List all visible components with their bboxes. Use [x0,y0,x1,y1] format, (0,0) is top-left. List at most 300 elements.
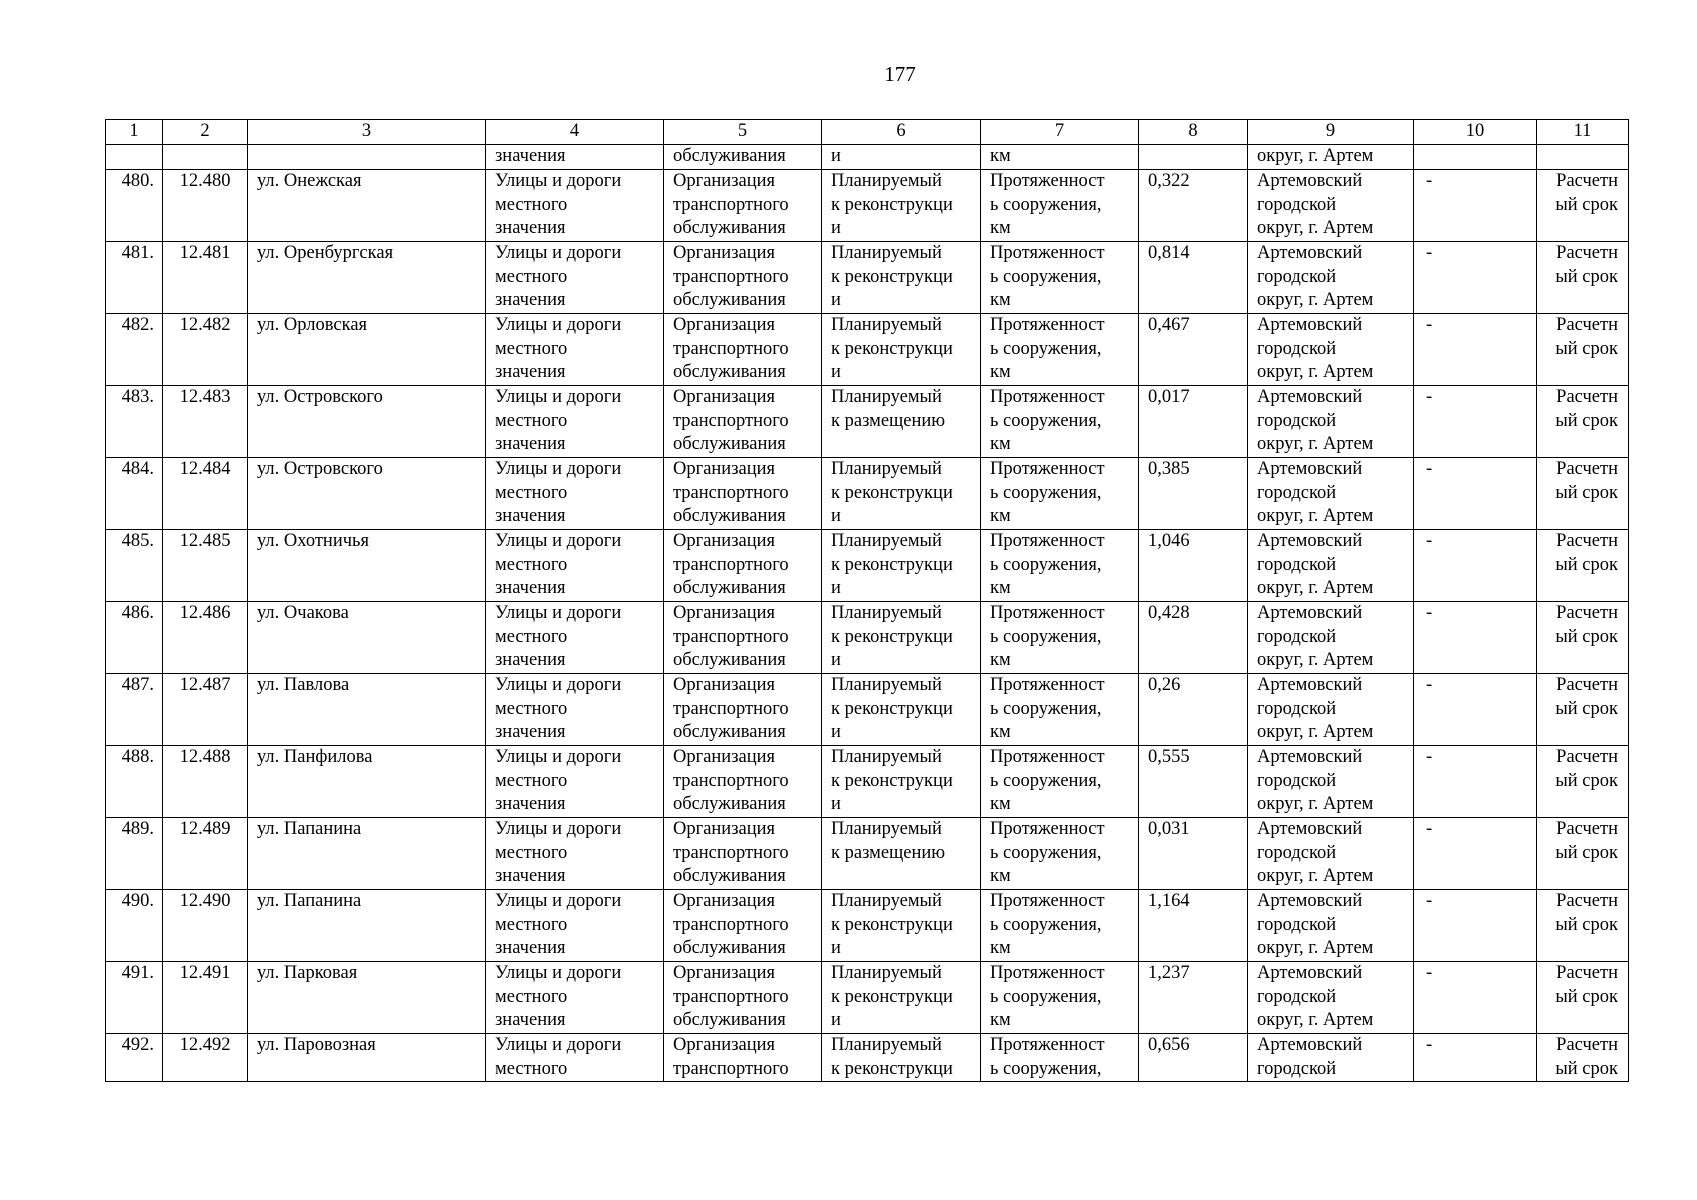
cell-line: Протяженност [990,819,1105,839]
cell-empty [163,145,248,170]
cell-extra: - [1414,458,1537,530]
cell-line: Улицы и дороги [495,819,622,839]
cell-line: местного [495,266,568,287]
cell-line: км [990,866,1011,886]
cell-type [486,962,664,1034]
cell-line: Артемовский [1257,963,1363,983]
continuation-row [106,145,1629,170]
cell-line: ь сооружения, [990,1058,1102,1079]
cell-line: Протяженност [990,1035,1105,1055]
cell-line: Организация [673,531,776,551]
cell-line: обслуживания [673,1010,786,1030]
cell-line: Протяженност [990,963,1105,983]
cell-line: Улицы и дороги [495,459,622,479]
cell-line: Организация [673,963,776,983]
cell-line: округ, г. Артем [1257,362,1374,382]
cell-location [1248,242,1414,314]
cell-line: транспортного [673,770,789,791]
cell-location [1248,386,1414,458]
cell-empty [1414,145,1537,170]
cell-line: обслуживания [673,434,786,454]
column-number: 5 [664,120,822,145]
cell-name: ул. Оренбургская [248,242,486,314]
cell-extra: - [1414,890,1537,962]
cell-code: 12.492 [163,1034,248,1082]
cell-value: 0,385 [1139,458,1248,530]
cell-type [486,602,664,674]
cell-line: ый срок [1555,914,1618,935]
cell-name: ул. Павлова [248,674,486,746]
cell-line: и [831,218,841,238]
cell-line: Протяженност [990,387,1105,407]
cell-line: значения [495,722,566,742]
table-row [106,458,1629,530]
cell-line: к реконструкци [831,698,953,719]
cell-status [822,818,981,890]
cell-line: обслуживания [673,362,786,382]
cell-term [1537,818,1629,890]
cell-value: 0,26 [1139,674,1248,746]
cell-line: обслуживания [673,722,786,742]
cell-line: Расчетн [1556,315,1618,335]
cell-purpose [664,602,822,674]
cell-line: Протяженност [990,171,1105,191]
cell-status [822,242,981,314]
cell-line: городской [1257,698,1337,719]
cell-parameter [981,458,1139,530]
cell-line: ый срок [1555,266,1618,287]
cell-line: Расчетн [1556,819,1618,839]
cell-name: ул. Очакова [248,602,486,674]
cell-line: км [990,506,1011,526]
cell-type [486,170,664,242]
cell-line: к реконструкци [831,338,953,359]
cell-line: Артемовский [1257,171,1363,191]
column-number: 9 [1248,120,1414,145]
cell-line: Организация [673,1035,776,1055]
column-number: 3 [248,120,486,145]
cell-line: значения [495,794,566,814]
cell-line: к реконструкци [831,482,953,503]
cell-line: обслуживания [673,866,786,886]
cell-line: Протяженност [990,459,1105,479]
cell-term [1537,458,1629,530]
cell-line: км [990,578,1011,598]
cell-number: 487. [106,674,163,746]
cell-parameter [981,530,1139,602]
cell-line: ь сооружения, [990,338,1102,359]
cell-line: км [990,218,1011,238]
cell-line: Расчетн [1556,171,1618,191]
cell-purpose [664,818,822,890]
cell-term [1537,386,1629,458]
cell-status: и [822,145,981,170]
cell-value: 0,555 [1139,746,1248,818]
cell-term [1537,314,1629,386]
cell-line: местного [495,1058,568,1079]
cell-parameter [981,170,1139,242]
cell-line: Улицы и дороги [495,171,622,191]
cell-line: округ, г. Артем [1257,650,1374,670]
cell-line: Улицы и дороги [495,315,622,335]
cell-line: местного [495,698,568,719]
cell-parameter [981,314,1139,386]
cell-purpose [664,386,822,458]
cell-line: и [831,1010,841,1030]
cell-line: значения [495,506,566,526]
cell-parameter [981,746,1139,818]
cell-term [1537,170,1629,242]
cell-term [1537,1034,1629,1082]
cell-line: Расчетн [1556,1035,1618,1055]
cell-extra: - [1414,242,1537,314]
cell-empty [248,145,486,170]
cell-line: городской [1257,626,1337,647]
cell-location [1248,962,1414,1034]
table-row [106,818,1629,890]
cell-value: 0,428 [1139,602,1248,674]
cell-purpose [664,890,822,962]
cell-type [486,314,664,386]
cell-line: значения [495,362,566,382]
cell-line: ый срок [1555,482,1618,503]
cell-parameter [981,962,1139,1034]
cell-line: к размещению [831,410,946,431]
cell-term [1537,530,1629,602]
cell-line: Планируемый [831,315,942,335]
cell-line: Протяженност [990,315,1105,335]
cell-line: местного [495,626,568,647]
cell-line: Планируемый [831,531,942,551]
cell-line: городской [1257,554,1337,575]
cell-extra: - [1414,170,1537,242]
cell-line: значения [495,290,566,310]
column-number: 4 [486,120,664,145]
cell-line: Артемовский [1257,387,1363,407]
cell-type: значения [486,145,664,170]
cell-code: 12.490 [163,890,248,962]
cell-line: ь сооружения, [990,410,1102,431]
cell-status [822,890,981,962]
cell-line: Артемовский [1257,747,1363,767]
cell-parameter [981,818,1139,890]
cell-line: ь сооружения, [990,626,1102,647]
cell-line: и [831,362,841,382]
cell-line: транспортного [673,266,789,287]
cell-line: Улицы и дороги [495,243,622,263]
cell-line: Организация [673,819,776,839]
cell-line: к реконструкци [831,986,953,1007]
column-number: 1 [106,120,163,145]
cell-code: 12.488 [163,746,248,818]
cell-type [486,242,664,314]
objects-table [105,119,1629,1082]
cell-code: 12.489 [163,818,248,890]
cell-line: км [990,434,1011,454]
cell-type [486,674,664,746]
cell-line: транспортного [673,194,789,215]
cell-line: транспортного [673,842,789,863]
cell-number: 492. [106,1034,163,1082]
cell-purpose [664,1034,822,1082]
cell-line: Протяженност [990,675,1105,695]
cell-line: местного [495,914,568,935]
cell-line: к реконструкци [831,266,953,287]
cell-name: ул. Парковая [248,962,486,1034]
cell-term [1537,962,1629,1034]
cell-line: округ, г. Артем [1257,434,1374,454]
cell-line: ь сооружения, [990,986,1102,1007]
cell-line: Расчетн [1556,747,1618,767]
cell-empty [1537,145,1629,170]
cell-value: 0,814 [1139,242,1248,314]
cell-line: Организация [673,243,776,263]
cell-value: 1,046 [1139,530,1248,602]
cell-line: местного [495,194,568,215]
cell-line: значения [495,650,566,670]
cell-purpose [664,746,822,818]
cell-code: 12.485 [163,530,248,602]
table-row [106,386,1629,458]
cell-parameter [981,602,1139,674]
cell-line: ый срок [1555,194,1618,215]
cell-line: Улицы и дороги [495,387,622,407]
cell-line: транспортного [673,338,789,359]
cell-code: 12.483 [163,386,248,458]
cell-line: к реконструкци [831,554,953,575]
cell-code: 12.491 [163,962,248,1034]
cell-value: 0,467 [1139,314,1248,386]
cell-line: Улицы и дороги [495,891,622,911]
cell-line: Улицы и дороги [495,747,622,767]
cell-line: Улицы и дороги [495,531,622,551]
cell-line: округ, г. Артем [1257,290,1374,310]
cell-line: Планируемый [831,171,942,191]
cell-name: ул. Папанина [248,890,486,962]
cell-status [822,962,981,1034]
cell-line: Организация [673,603,776,623]
cell-location [1248,170,1414,242]
cell-line: и [831,938,841,958]
cell-line: Планируемый [831,603,942,623]
cell-line: местного [495,770,568,791]
column-number: 7 [981,120,1139,145]
cell-location [1248,674,1414,746]
cell-line: городской [1257,266,1337,287]
cell-line: значения [495,866,566,886]
cell-line: ый срок [1555,1058,1618,1079]
cell-value: 1,237 [1139,962,1248,1034]
cell-line: Артемовский [1257,891,1363,911]
cell-term [1537,890,1629,962]
cell-purpose [664,458,822,530]
cell-line: Планируемый [831,243,942,263]
cell-name: ул. Панфилова [248,746,486,818]
cell-code: 12.486 [163,602,248,674]
cell-line: ый срок [1555,842,1618,863]
cell-line: ый срок [1555,698,1618,719]
cell-line: ый срок [1555,338,1618,359]
cell-line: ый срок [1555,770,1618,791]
cell-line: транспортного [673,626,789,647]
cell-line: к реконструкци [831,1058,953,1079]
cell-line: ь сооружения, [990,842,1102,863]
cell-line: Расчетн [1556,603,1618,623]
cell-number: 491. [106,962,163,1034]
cell-number: 489. [106,818,163,890]
cell-code: 12.484 [163,458,248,530]
cell-purpose [664,962,822,1034]
column-number: 11 [1537,120,1629,145]
cell-line: Расчетн [1556,891,1618,911]
page-number: 177 [884,62,916,86]
cell-line: ый срок [1555,626,1618,647]
cell-line: округ, г. Артем [1257,506,1374,526]
cell-line: местного [495,338,568,359]
cell-line: Улицы и дороги [495,603,622,623]
cell-line: ь сооружения, [990,266,1102,287]
cell-code: 12.481 [163,242,248,314]
cell-value: 0,017 [1139,386,1248,458]
cell-term [1537,242,1629,314]
cell-line: ый срок [1555,986,1618,1007]
cell-line: и [831,722,841,742]
cell-line: ь сооружения, [990,914,1102,935]
cell-purpose [664,170,822,242]
table-row [106,602,1629,674]
cell-line: ь сооружения, [990,770,1102,791]
cell-name: ул. Папанина [248,818,486,890]
cell-line: Организация [673,387,776,407]
cell-line: округ, г. Артем [1257,578,1374,598]
cell-line: км [990,290,1011,310]
cell-value: 0,322 [1139,170,1248,242]
cell-name: ул. Островского [248,386,486,458]
cell-location [1248,746,1414,818]
cell-line: транспортного [673,554,789,575]
cell-line: Планируемый [831,387,942,407]
cell-line: транспортного [673,482,789,503]
cell-line: Улицы и дороги [495,1035,622,1055]
cell-name: ул. Охотничья [248,530,486,602]
cell-number: 481. [106,242,163,314]
cell-line: обслуживания [673,506,786,526]
cell-status [822,386,981,458]
column-number: 6 [822,120,981,145]
cell-line: округ, г. Артем [1257,1010,1374,1030]
cell-line: местного [495,986,568,1007]
cell-type [486,818,664,890]
cell-name: ул. Орловская [248,314,486,386]
cell-line: Расчетн [1556,387,1618,407]
cell-line: Протяженност [990,891,1105,911]
column-number: 2 [163,120,248,145]
cell-line: ый срок [1555,410,1618,431]
cell-line: Планируемый [831,891,942,911]
cell-type [486,458,664,530]
cell-line: км [990,722,1011,742]
cell-parameter [981,890,1139,962]
cell-name: ул. Паровозная [248,1034,486,1082]
cell-line: местного [495,842,568,863]
cell-line: Расчетн [1556,675,1618,695]
cell-line: к размещению [831,842,946,863]
table-row [106,1034,1629,1082]
cell-location [1248,458,1414,530]
cell-line: транспортного [673,914,789,935]
cell-line: Расчетн [1556,459,1618,479]
table-row [106,170,1629,242]
cell-line: км [990,650,1011,670]
cell-location [1248,890,1414,962]
cell-line: Артемовский [1257,1035,1363,1055]
cell-line: Организация [673,747,776,767]
cell-line: к реконструкци [831,194,953,215]
cell-number: 482. [106,314,163,386]
cell-purpose [664,530,822,602]
table-row [106,242,1629,314]
cell-number: 480. [106,170,163,242]
cell-line: транспортного [673,410,789,431]
cell-line: Расчетн [1556,963,1618,983]
cell-line: округ, г. Артем [1257,722,1374,742]
cell-line: городской [1257,986,1337,1007]
cell-purpose: обслуживания [664,145,822,170]
cell-status [822,602,981,674]
cell-status [822,458,981,530]
cell-term [1537,674,1629,746]
cell-line: городской [1257,770,1337,791]
cell-line: Артемовский [1257,819,1363,839]
cell-line: обслуживания [673,650,786,670]
cell-line: Организация [673,459,776,479]
cell-line: Протяженност [990,603,1105,623]
cell-location: округ, г. Артем [1248,145,1414,170]
table-row [106,314,1629,386]
cell-line: значения [495,218,566,238]
cell-extra: - [1414,674,1537,746]
cell-line: значения [495,938,566,958]
column-numbers-row [106,120,1629,145]
cell-parameter: км [981,145,1139,170]
cell-line: км [990,794,1011,814]
cell-line: и [831,506,841,526]
cell-type [486,1034,664,1082]
cell-line: городской [1257,338,1337,359]
cell-empty [1139,145,1248,170]
cell-line: местного [495,410,568,431]
cell-line: Планируемый [831,675,942,695]
cell-line: и [831,794,841,814]
cell-number: 485. [106,530,163,602]
cell-line: обслуживания [673,290,786,310]
cell-line: и [831,578,841,598]
table-row [106,530,1629,602]
cell-status [822,314,981,386]
cell-line: Улицы и дороги [495,675,622,695]
cell-parameter [981,242,1139,314]
cell-line: Артемовский [1257,243,1363,263]
cell-line: Планируемый [831,747,942,767]
cell-line: транспортного [673,698,789,719]
cell-line: ый срок [1555,554,1618,575]
cell-line: Организация [673,315,776,335]
cell-extra: - [1414,962,1537,1034]
cell-type [486,746,664,818]
cell-line: городской [1257,1058,1337,1079]
cell-purpose [664,242,822,314]
cell-status [822,1034,981,1082]
